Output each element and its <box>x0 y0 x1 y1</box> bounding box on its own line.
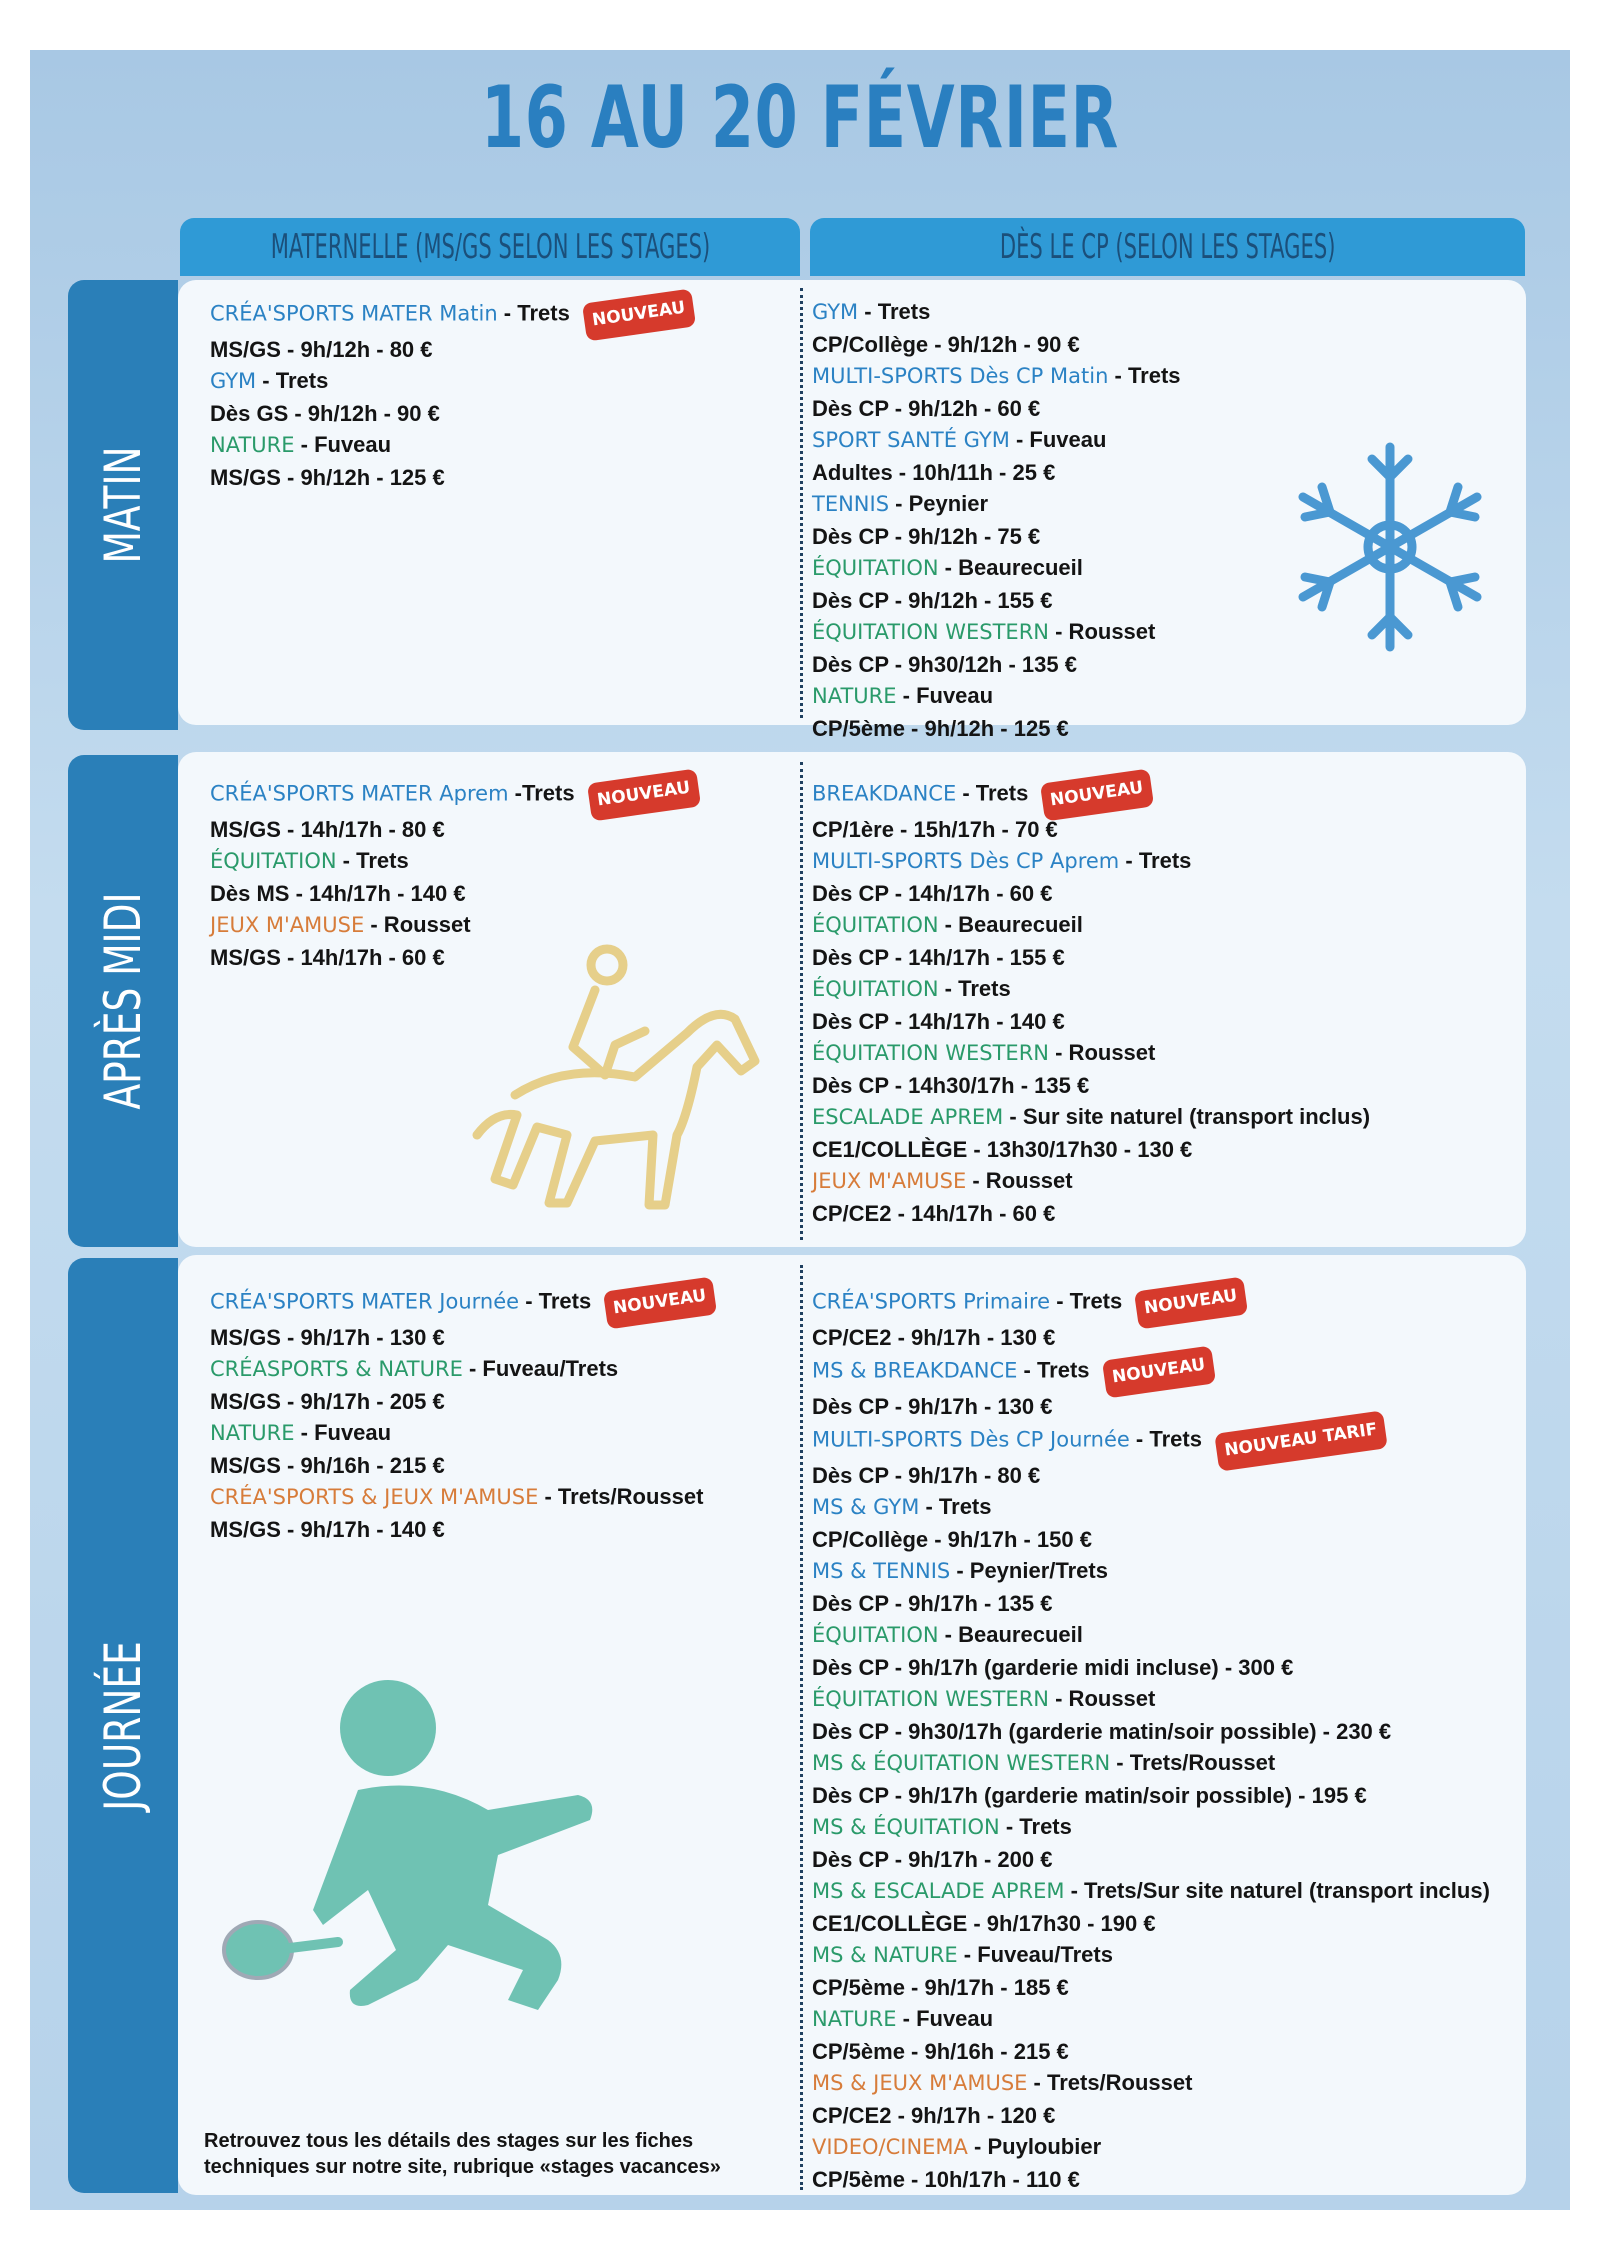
activity-detail: CP/5ème - 10h/17h - 110 € <box>812 2166 1080 2192</box>
activity-title-line <box>812 424 1181 457</box>
activity-location: - Trets <box>256 368 329 393</box>
activity-name: GYM <box>812 300 859 324</box>
activity-location: - Trets <box>1129 1426 1202 1452</box>
snowflake-icon <box>1290 432 1490 662</box>
activity-title-line <box>812 2131 1490 2164</box>
activity-name: CRÉA'SPORTS Primaire <box>812 1289 1051 1314</box>
activity-name: SPORT SANTÉ GYM <box>812 428 1010 452</box>
activity-detail: Dès CP - 9h/17h (garderie midi incluse) - 300 € <box>812 1654 1294 1680</box>
activity-location: - Peynier <box>889 491 989 516</box>
activity-detail: MS/GS - 9h/17h - 130 € <box>210 1324 445 1350</box>
activity-name: TENNIS <box>812 492 890 516</box>
activity-location: - Trets/Rousset <box>538 1484 704 1509</box>
activity-detail: MS/GS - 14h/17h - 60 € <box>210 944 445 970</box>
new-badge: NOUVEAU <box>1134 1277 1248 1329</box>
journee-cp-list <box>812 1284 1490 2195</box>
activity-detail: Dès CP - 9h30/12h - 135 € <box>812 651 1077 677</box>
activity-detail: CP/5ème - 9h/12h - 125 € <box>812 715 1069 741</box>
activity-title-line <box>812 552 1181 585</box>
activity-detail: CP/5ème - 9h/16h - 215 € <box>812 2038 1069 2064</box>
activity-location: - Trets <box>336 848 409 873</box>
journee-maternelle-list <box>210 1284 715 1545</box>
activity-location: - Trets <box>1119 848 1192 873</box>
activity-location: - Trets <box>1050 1288 1123 1314</box>
activity-detail: MS/GS - 9h/12h - 80 € <box>210 336 433 362</box>
activity-detail: CP/CE2 - 9h/17h - 120 € <box>812 2102 1056 2128</box>
new-badge: NOUVEAU <box>1101 1346 1215 1398</box>
activity-title-line <box>210 1284 715 1322</box>
activity-location: - Trets <box>1017 1357 1090 1383</box>
activity-name: MULTI-SPORTS Dès CP Journée <box>812 1427 1130 1452</box>
activity-name: MS & ESCALADE APREM <box>812 1879 1065 1903</box>
activity-location: - Fuveau <box>294 432 392 457</box>
activity-location: - Beaurecueil <box>938 912 1083 937</box>
activity-detail: MS/GS - 9h/12h - 125 € <box>210 464 445 490</box>
activity-title-line <box>812 1747 1490 1780</box>
column-header-maternelle: MATERNELLE (MS/GS SELON LES STAGES) <box>180 218 800 276</box>
column-divider <box>800 288 803 718</box>
activity-title-line <box>210 776 698 814</box>
new-badge: NOUVEAU <box>587 769 701 821</box>
activity-name: ESCALADE APREM <box>812 1105 1004 1129</box>
activity-name: GYM <box>210 369 257 393</box>
activity-location: -Trets <box>508 780 575 806</box>
activity-detail: MS/GS - 9h/16h - 215 € <box>210 1452 445 1478</box>
activity-detail: Dès CP - 9h/17h - 200 € <box>812 1846 1053 1872</box>
activity-title-line <box>210 296 694 334</box>
activity-location: - Trets/Rousset <box>1110 1750 1276 1775</box>
activity-title-line <box>812 1683 1490 1716</box>
activity-name: MS & ÉQUITATION WESTERN <box>812 1751 1111 1775</box>
activity-title-line <box>812 1037 1370 1070</box>
activity-location: - Fuveau <box>896 683 994 708</box>
new-badge: NOUVEAU <box>603 1277 717 1329</box>
activity-name: MULTI-SPORTS Dès CP Aprem <box>812 849 1120 873</box>
activity-detail: Dès CP - 14h/17h - 60 € <box>812 880 1053 906</box>
apres-midi-cp-list <box>812 776 1370 1229</box>
activity-detail: CP/Collège - 9h/12h - 90 € <box>812 331 1080 357</box>
activity-detail: CP/CE2 - 9h/17h - 130 € <box>812 1324 1056 1350</box>
activity-detail: Adultes - 10h/11h - 25 € <box>812 459 1056 485</box>
activity-title-line <box>812 1419 1490 1461</box>
activity-location: - Rousset <box>1049 619 1156 644</box>
activity-title-line <box>812 360 1181 393</box>
activity-title-line <box>812 1353 1490 1391</box>
activity-name: ÉQUITATION <box>812 556 939 580</box>
footnote-line-2: techniques sur notre site, rubrique «stages vacances» <box>204 2156 721 2178</box>
activity-title-line <box>812 1284 1490 1322</box>
activity-title-line <box>812 1875 1490 1908</box>
activity-name: MS & TENNIS <box>812 1559 951 1583</box>
activity-title-line <box>812 1619 1490 1652</box>
activity-title-line <box>812 1939 1490 1972</box>
activity-detail: CP/1ère - 15h/17h - 70 € <box>812 816 1058 842</box>
tennis-player-icon <box>218 1680 718 2050</box>
activity-title-line <box>812 616 1181 649</box>
activity-location: - Trets/Sur site naturel (transport inclus) <box>1064 1878 1490 1903</box>
activity-detail: CP/CE2 - 14h/17h - 60 € <box>812 1200 1056 1226</box>
matin-cp-list <box>812 296 1181 744</box>
activity-title-line <box>812 776 1370 814</box>
activity-location: - Beaurecueil <box>938 555 1083 580</box>
activity-name: ÉQUITATION <box>210 849 337 873</box>
activity-name: NATURE <box>210 1421 295 1445</box>
activity-title-line <box>812 1555 1490 1588</box>
activity-name: ÉQUITATION WESTERN <box>812 1687 1049 1711</box>
activity-name: CRÉASPORTS & NATURE <box>210 1357 463 1381</box>
activity-detail: Dès CP - 14h30/17h - 135 € <box>812 1072 1090 1098</box>
new-badge: NOUVEAU <box>582 289 696 341</box>
activity-detail: MS/GS - 14h/17h - 80 € <box>210 816 445 842</box>
column-divider <box>800 762 803 1240</box>
footnote <box>204 2128 721 2180</box>
activity-detail: CE1/COLLÈGE - 13h30/17h30 - 130 € <box>812 1136 1193 1162</box>
activity-title-line <box>812 2067 1490 2100</box>
activity-title-line <box>210 845 698 878</box>
activity-location: - Trets <box>919 1494 992 1519</box>
activity-detail: Dès MS - 14h/17h - 140 € <box>210 880 466 906</box>
activity-location: - Fuveau <box>294 1420 392 1445</box>
activity-name: ÉQUITATION <box>812 977 939 1001</box>
activity-title-line <box>210 1353 715 1386</box>
activity-detail: Dès CP - 9h/17h - 135 € <box>812 1590 1053 1616</box>
activity-location: - Fuveau <box>1009 427 1107 452</box>
activity-name: JEUX M'AMUSE <box>210 913 365 937</box>
activity-location: - Rousset <box>364 912 471 937</box>
activity-detail: CP/5ème - 9h/17h - 185 € <box>812 1974 1069 2000</box>
activity-detail: Dès CP - 14h/17h - 140 € <box>812 1008 1065 1034</box>
horse-rider-icon <box>455 935 785 1225</box>
activity-location: - Sur site naturel (transport inclus) <box>1003 1104 1371 1129</box>
activity-detail: Dès CP - 9h/12h - 75 € <box>812 523 1041 549</box>
activity-detail: MS/GS - 9h/17h - 205 € <box>210 1388 445 1414</box>
activity-title-line <box>812 845 1370 878</box>
activity-name: MS & NATURE <box>812 1943 958 1967</box>
activity-title-line <box>210 1481 715 1514</box>
activity-title-line <box>812 1165 1370 1198</box>
activity-name: MS & GYM <box>812 1495 920 1519</box>
activity-title-line <box>812 909 1370 942</box>
activity-location: - Puyloubier <box>967 2134 1102 2159</box>
activity-name: NATURE <box>812 2007 897 2031</box>
activity-location: - Fuveau/Trets <box>957 1942 1113 1967</box>
activity-title-line <box>210 429 694 462</box>
activity-name: NATURE <box>812 684 897 708</box>
column-header-cp: DÈS LE CP (SELON LES STAGES) <box>810 218 1525 276</box>
activity-detail: Dès CP - 9h/12h - 60 € <box>812 395 1041 421</box>
activity-location: - Rousset <box>1049 1686 1156 1711</box>
activity-location: - Fuveau <box>896 2006 994 2031</box>
activity-name: ÉQUITATION WESTERN <box>812 620 1049 644</box>
activity-location: - Trets <box>858 299 931 324</box>
activity-name: ÉQUITATION <box>812 1623 939 1647</box>
row-label-journee: JOURNÉE <box>68 1258 178 2193</box>
activity-name: CRÉA'SPORTS MATER Aprem <box>210 781 509 806</box>
activity-name: MS & JEUX M'AMUSE <box>812 2071 1028 2095</box>
activity-detail: Dès CP - 9h/17h - 130 € <box>812 1393 1053 1419</box>
matin-maternelle-list <box>210 296 694 493</box>
activity-name: MULTI-SPORTS Dès CP Matin <box>812 364 1109 388</box>
activity-location: - Trets <box>1108 363 1181 388</box>
activity-name: VIDEO/CINEMA <box>812 2135 968 2159</box>
activity-name: ÉQUITATION WESTERN <box>812 1041 1049 1065</box>
activity-title-line <box>812 488 1181 521</box>
activity-location: - Trets <box>938 976 1011 1001</box>
activity-detail: CE1/COLLÈGE - 9h/17h30 - 190 € <box>812 1910 1156 1936</box>
activity-location: - Trets <box>956 780 1029 806</box>
activity-title-line <box>812 2003 1490 2036</box>
activity-title-line <box>812 680 1181 713</box>
activity-name: NATURE <box>210 433 295 457</box>
activity-location: - Trets/Rousset <box>1027 2070 1193 2095</box>
activity-detail: Dès CP - 9h30/17h (garderie matin/soir possible) - 230 € <box>812 1718 1392 1744</box>
activity-title-line <box>812 973 1370 1006</box>
activity-title-line <box>812 1491 1490 1524</box>
activity-title-line <box>210 1417 715 1450</box>
row-label-matin: MATIN <box>68 280 178 730</box>
activity-location: - Rousset <box>1049 1040 1156 1065</box>
activity-title-line <box>812 296 1181 329</box>
activity-name: CRÉA'SPORTS MATER Journée <box>210 1289 520 1314</box>
activity-location: - Fuveau/Trets <box>462 1356 619 1381</box>
activity-location: - Peynier/Trets <box>950 1558 1108 1583</box>
activity-location: - Trets <box>519 1288 592 1314</box>
activity-detail: Dès GS - 9h/12h - 90 € <box>210 400 440 426</box>
activity-detail: Dès CP - 9h/17h - 80 € <box>812 1462 1041 1488</box>
activity-detail: Dès CP - 9h/17h (garderie matin/soir possible) - 195 € <box>812 1782 1367 1808</box>
activity-detail: CP/Collège - 9h/17h - 150 € <box>812 1526 1092 1552</box>
page-title: 16 AU 20 FÉVRIER <box>480 68 1120 168</box>
activity-location: - Beaurecueil <box>938 1622 1083 1647</box>
activity-name: CRÉA'SPORTS & JEUX M'AMUSE <box>210 1485 539 1509</box>
activity-name: BREAKDANCE <box>812 781 957 806</box>
activity-title-line <box>812 1811 1490 1844</box>
footnote-line-1: Retrouvez tous les détails des stages sur les fiches <box>204 2130 694 2152</box>
column-divider <box>800 1265 803 2190</box>
activity-location: - Trets <box>999 1814 1072 1839</box>
activity-name: MS & ÉQUITATION <box>812 1815 1000 1839</box>
activity-detail: Dès CP - 9h/12h - 155 € <box>812 587 1053 613</box>
activity-detail: MS/GS - 9h/17h - 140 € <box>210 1516 445 1542</box>
activity-title-line <box>812 1101 1370 1134</box>
activity-name: JEUX M'AMUSE <box>812 1169 967 1193</box>
new-badge: NOUVEAU <box>1040 769 1154 821</box>
activity-location: - Trets <box>497 300 570 326</box>
activity-detail: Dès CP - 14h/17h - 155 € <box>812 944 1065 970</box>
new-badge: NOUVEAU TARIF <box>1214 1410 1388 1471</box>
activity-name: ÉQUITATION <box>812 913 939 937</box>
activity-location: - Rousset <box>966 1168 1073 1193</box>
activity-name: MS & BREAKDANCE <box>812 1358 1018 1383</box>
activity-title-line <box>210 365 694 398</box>
activity-name: CRÉA'SPORTS MATER Matin <box>210 301 498 326</box>
row-label-apres-midi: APRÈS MIDI <box>68 755 178 1247</box>
